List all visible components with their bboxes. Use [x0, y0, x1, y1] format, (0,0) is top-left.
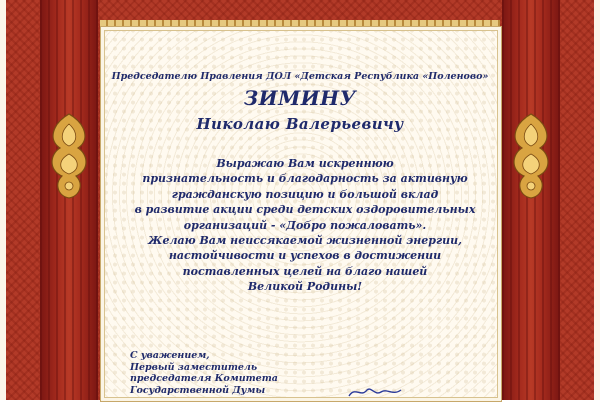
handwritten-signature-icon [345, 384, 405, 400]
left-ornament-icon [42, 110, 96, 200]
body-line: поставленных целей на благо нашей [182, 264, 428, 278]
addressee-line: Председателю Правления ДОЛ «Детская Республика «Поленово» [111, 71, 489, 82]
signature-block [130, 350, 278, 396]
body-line: в развитие акции среди детских оздоровительных [134, 203, 476, 217]
right-decorative-pillar [502, 0, 560, 400]
body-line: Выражаю Вам искреннюю [216, 157, 394, 170]
body-line: организаций - «Добро пожаловать». [183, 218, 427, 232]
recipient-surname: ЗИМИНУ [243, 86, 357, 110]
right-ornament-icon [504, 110, 558, 200]
signature-line: С уважением, [130, 350, 210, 361]
recipient-given-names: Николаю Валерьевичу [196, 115, 404, 133]
signature-line: Государственной Думы [130, 384, 266, 396]
left-decorative-pillar [40, 0, 98, 400]
body-line: настойчивости и успехов в достижении [168, 249, 442, 263]
body-line: признательность и благодарность за активную [142, 172, 468, 186]
signature-line: Первый заместитель [130, 361, 258, 373]
body-line: Желаю Вам неиссякаемой жизненной энергии, [148, 234, 462, 248]
signature-line: председателя Комитета [130, 373, 278, 384]
letter-body [110, 156, 500, 295]
body-line: Великой Родины! [247, 280, 363, 294]
body-line: гражданскую позицию и большой вклад [171, 187, 439, 201]
